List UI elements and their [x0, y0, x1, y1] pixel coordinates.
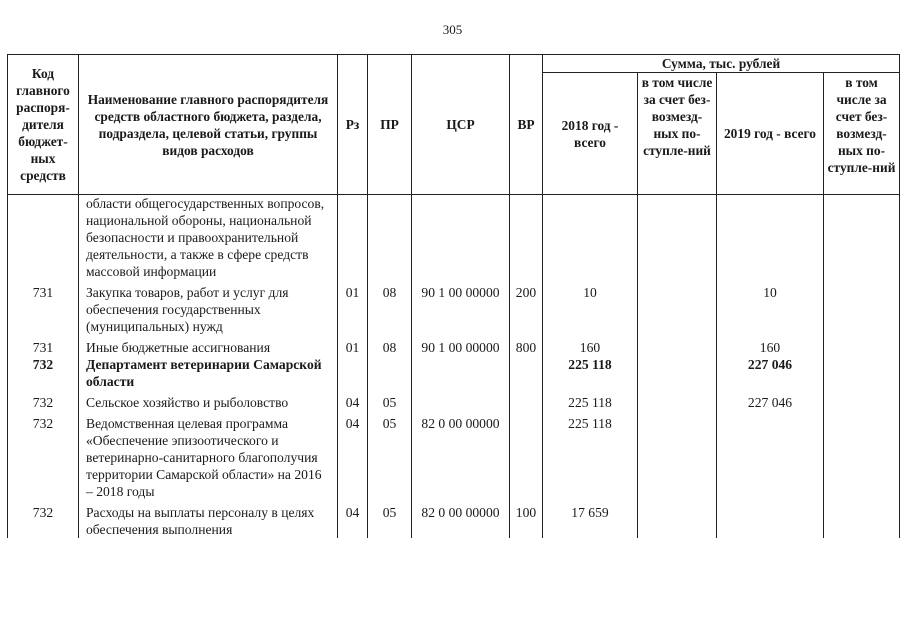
cell-pr [368, 356, 412, 390]
cell-2019-free [824, 280, 900, 335]
page-number: 305 [442, 22, 463, 37]
cell-name: Департамент ветеринарии Самарской области [79, 356, 338, 390]
cell-name: Сельское хозяйство и рыболовство [79, 390, 338, 411]
cell-2019-free [824, 356, 900, 390]
cell-2018-free [638, 356, 717, 390]
header-rz: Рз [338, 55, 368, 195]
cell-2019-total: 10 [717, 280, 824, 335]
cell-code: 732 [8, 390, 79, 411]
cell-2019-free [824, 390, 900, 411]
cell-2019-total [717, 411, 824, 500]
cell-code: 731 [8, 335, 79, 356]
cell-2019-free [824, 195, 900, 281]
cell-2018-free [638, 390, 717, 411]
cell-2019-total [717, 500, 824, 538]
cell-csr [412, 195, 510, 281]
table-row [8, 411, 900, 500]
cell-csr [412, 390, 510, 411]
cell-rz: 01 [338, 280, 368, 335]
cell-2018-total: 225 118 [543, 390, 638, 411]
cell-2018-total: 225 118 [543, 411, 638, 500]
cell-2019-total [717, 195, 824, 281]
cell-2019-free [824, 500, 900, 538]
table-row [8, 356, 900, 390]
header-2018-total: 2018 год - всего [543, 73, 638, 195]
header-pr: ПР [368, 55, 412, 195]
cell-vr [510, 195, 543, 281]
table-row [8, 280, 900, 335]
cell-vr [510, 356, 543, 390]
cell-csr: 82 0 00 00000 [412, 500, 510, 538]
cell-2018-total: 160 [543, 335, 638, 356]
cell-pr: 08 [368, 335, 412, 356]
cell-2018-total: 17 659 [543, 500, 638, 538]
cell-rz [338, 356, 368, 390]
cell-pr: 08 [368, 280, 412, 335]
cell-2019-free [824, 411, 900, 500]
cell-pr [368, 195, 412, 281]
header-2019-free: в том числе за счет без-возмезд-ных по-ступле-ний [824, 73, 900, 195]
cell-rz: 04 [338, 411, 368, 500]
cell-vr: 100 [510, 500, 543, 538]
cell-vr [510, 390, 543, 411]
table-row [8, 195, 900, 281]
cell-2019-total: 227 046 [717, 390, 824, 411]
header-2019-total: 2019 год - всего [717, 73, 824, 195]
cell-2018-free [638, 411, 717, 500]
header-sum-group: Сумма, тыс. рублей [543, 55, 900, 73]
cell-2019-total: 227 046 [717, 356, 824, 390]
table-row [8, 335, 900, 356]
cell-2019-free [824, 335, 900, 356]
cell-code: 732 [8, 356, 79, 390]
table-row [8, 390, 900, 411]
cell-code: 732 [8, 411, 79, 500]
cell-pr: 05 [368, 390, 412, 411]
header-vr: ВР [510, 55, 543, 195]
budget-table [7, 54, 900, 538]
cell-2018-free [638, 280, 717, 335]
cell-pr: 05 [368, 500, 412, 538]
cell-csr: 90 1 00 00000 [412, 335, 510, 356]
cell-2018-free [638, 335, 717, 356]
cell-code: 732 [8, 500, 79, 538]
cell-name: области общегосударственных вопросов, национальной обороны, национальной безопасности и правоохранительной деятельности, а также в сфере средств массовой информации [79, 195, 338, 281]
cell-vr: 200 [510, 280, 543, 335]
cell-2018-total: 10 [543, 280, 638, 335]
cell-name: Закупка товаров, работ и услуг для обеспечения государственных (муниципальных) нужд [79, 280, 338, 335]
cell-rz: 01 [338, 335, 368, 356]
table-body [8, 195, 900, 539]
cell-name: Расходы на выплаты персоналу в целях обеспечения выполнения [79, 500, 338, 538]
cell-pr: 05 [368, 411, 412, 500]
cell-vr: 800 [510, 335, 543, 356]
cell-rz: 04 [338, 390, 368, 411]
cell-2018-total: 225 118 [543, 356, 638, 390]
header-name: Наименование главного распорядителя средств областного бюджета, раздела, подраздела, целевой статьи, группы видов расходов [79, 55, 338, 195]
header-2018-free: в том числе за счет без-возмезд-ных по-ступле-ний [638, 73, 717, 195]
cell-name: Ведомственная целевая программа «Обеспечение эпизоотического и ветеринарно-санитарного благополучия территории Самарской области» на 2016 – 2018 годы [79, 411, 338, 500]
cell-2018-free [638, 195, 717, 281]
cell-rz: 04 [338, 500, 368, 538]
table-row [8, 500, 900, 538]
table-header [8, 55, 900, 195]
cell-vr [510, 411, 543, 500]
cell-2018-total [543, 195, 638, 281]
cell-csr: 90 1 00 00000 [412, 280, 510, 335]
cell-2018-free [638, 500, 717, 538]
cell-csr: 82 0 00 00000 [412, 411, 510, 500]
cell-2019-total: 160 [717, 335, 824, 356]
header-csr: ЦСР [412, 55, 510, 195]
cell-name: Иные бюджетные ассигнования [79, 335, 338, 356]
cell-csr [412, 356, 510, 390]
cell-code [8, 195, 79, 281]
header-code: Код главного распоря-дителя бюджет-ных средств [8, 55, 79, 195]
cell-rz [338, 195, 368, 281]
cell-code: 731 [8, 280, 79, 335]
